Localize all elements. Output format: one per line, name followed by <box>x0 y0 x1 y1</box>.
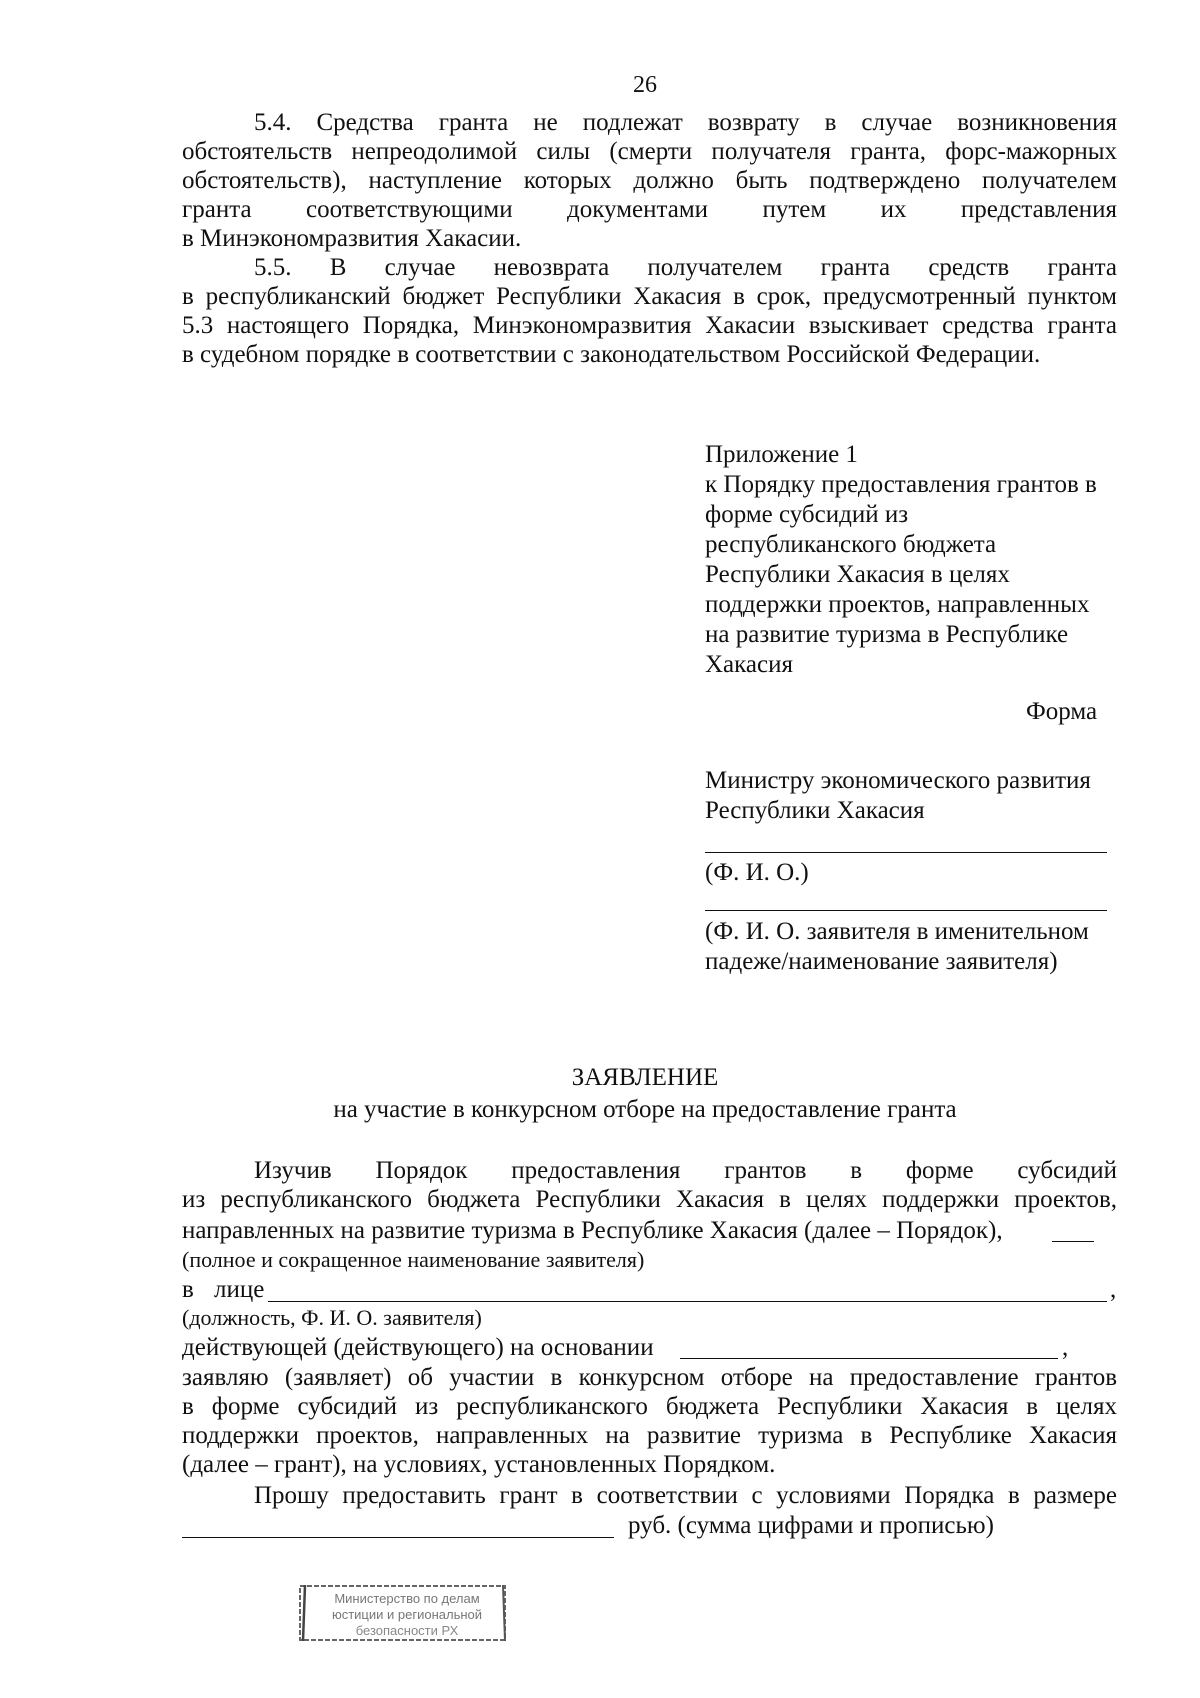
fio-underline <box>705 852 1107 853</box>
text-line: гранта соответствующими документами путем их представления <box>182 196 1117 223</box>
page-number: 26 <box>633 72 657 98</box>
text-line: обстоятельств), наступление которых должно быть подтверждено получателем <box>182 167 1117 194</box>
appendix-line: республиканского бюджета <box>705 531 997 558</box>
text-line: (далее – грант), на условиях, установленных Порядком. <box>182 1451 776 1478</box>
statement-intro <box>182 1156 1117 1214</box>
comma: , <box>1062 1334 1069 1361</box>
applicant-underline <box>705 910 1107 911</box>
stamp-line: юстиции и региональной <box>331 1607 483 1622</box>
text-line: в форме субсидий из республиканского бюджета Республики Хакасия в целях <box>182 1393 1117 1420</box>
stamp-line: Министерство по делам <box>334 1591 480 1606</box>
appendix-line: форме субсидий из <box>705 501 909 528</box>
comma: , <box>1110 1276 1117 1303</box>
represented-by-blank-line <box>268 1301 1107 1302</box>
registration-stamp <box>297 1583 510 1644</box>
stamp-line: безопасности РХ <box>355 1623 459 1638</box>
statement-request <box>182 1481 1117 1510</box>
applicant-label-1: (Ф. И. О. заявителя в именительном <box>705 918 1089 945</box>
statement-title: ЗАЯВЛЕНИЕ <box>571 1064 719 1091</box>
text-line: в судебном порядке в соответствии с законодательством Российской Федерации. <box>182 341 1041 368</box>
appendix-line: поддержки проектов, направленных <box>705 591 1090 618</box>
paragraph-5-4 <box>182 108 1117 253</box>
text-line: поддержки проектов, направленных на развитие туризма в Республике Хакасия <box>182 1422 1117 1449</box>
text-line: из республиканского бюджета Республики Хакасия в целях поддержки проектов, <box>182 1186 1117 1213</box>
text-line: направленных на развитие туризма в Республике Хакасия (далее – Порядок), <box>182 1217 1003 1244</box>
basis-label: действующей (действующего) на основании <box>182 1334 654 1361</box>
appendix-line: к Порядку предоставления грантов в <box>705 471 1097 498</box>
addressee-line-2: Республики Хакасия <box>705 797 925 824</box>
statement-declaration <box>182 1363 1117 1479</box>
addressee-line-1: Министру экономического развития <box>705 767 1091 794</box>
text-line: 5.5. В случае невозврата получателем гранта средств гранта <box>254 254 1117 281</box>
name-blank-line <box>1052 1241 1094 1242</box>
text-line: в республиканский бюджет Республики Хакасия в срок, предусмотренный пунктом <box>182 283 1117 310</box>
applicant-label-2: падеже/наименование заявителя) <box>705 948 1058 975</box>
stamp-graphic <box>297 1583 510 1644</box>
text-line: обстоятельств непреодолимой силы (смерти получателя гранта, форс-мажорных <box>182 138 1117 165</box>
text-line: Изучив Порядок предоставления грантов в форме субсидий <box>254 1157 1117 1184</box>
appendix-line: на развитие туризма в Республике <box>705 621 1069 648</box>
represented-by-label: в лице <box>182 1276 265 1303</box>
amount-blank-line <box>182 1537 614 1538</box>
applicant-name-caption: (полное и сокращенное наименование заявителя) <box>182 1247 645 1272</box>
amount-caption: руб. (сумма цифрами и прописью) <box>628 1512 994 1539</box>
text-line: 5.3 настоящего Порядка, Минэкономразвития Хакасии взыскивает средства гранта <box>182 312 1117 339</box>
appendix-line: Республики Хакасия в целях <box>705 561 1010 588</box>
fio-label: (Ф. И. О.) <box>705 859 809 886</box>
text-line: 5.4. Средства гранта не подлежат возврату в случае возникновения <box>254 109 1117 136</box>
appendix-heading <box>705 440 1125 680</box>
position-caption: (должность, Ф. И. О. заявителя) <box>182 1305 482 1330</box>
basis-blank-line <box>680 1358 1058 1359</box>
text-line: Прошу предоставить грант в соответствии с условиями Порядка в размере <box>254 1482 1117 1509</box>
paragraph-5-5 <box>182 253 1117 369</box>
appendix-line: Хакасия <box>705 651 793 678</box>
statement-subtitle: на участие в конкурсном отборе на предоставление гранта <box>333 1096 957 1123</box>
text-line: заявляю (заявляет) об участии в конкурсном отборе на предоставление грантов <box>182 1364 1117 1391</box>
text-line: в Минэкономразвития Хакасии. <box>182 225 522 252</box>
form-label: Форма <box>1026 698 1098 725</box>
appendix-line: Приложение 1 <box>705 441 858 468</box>
